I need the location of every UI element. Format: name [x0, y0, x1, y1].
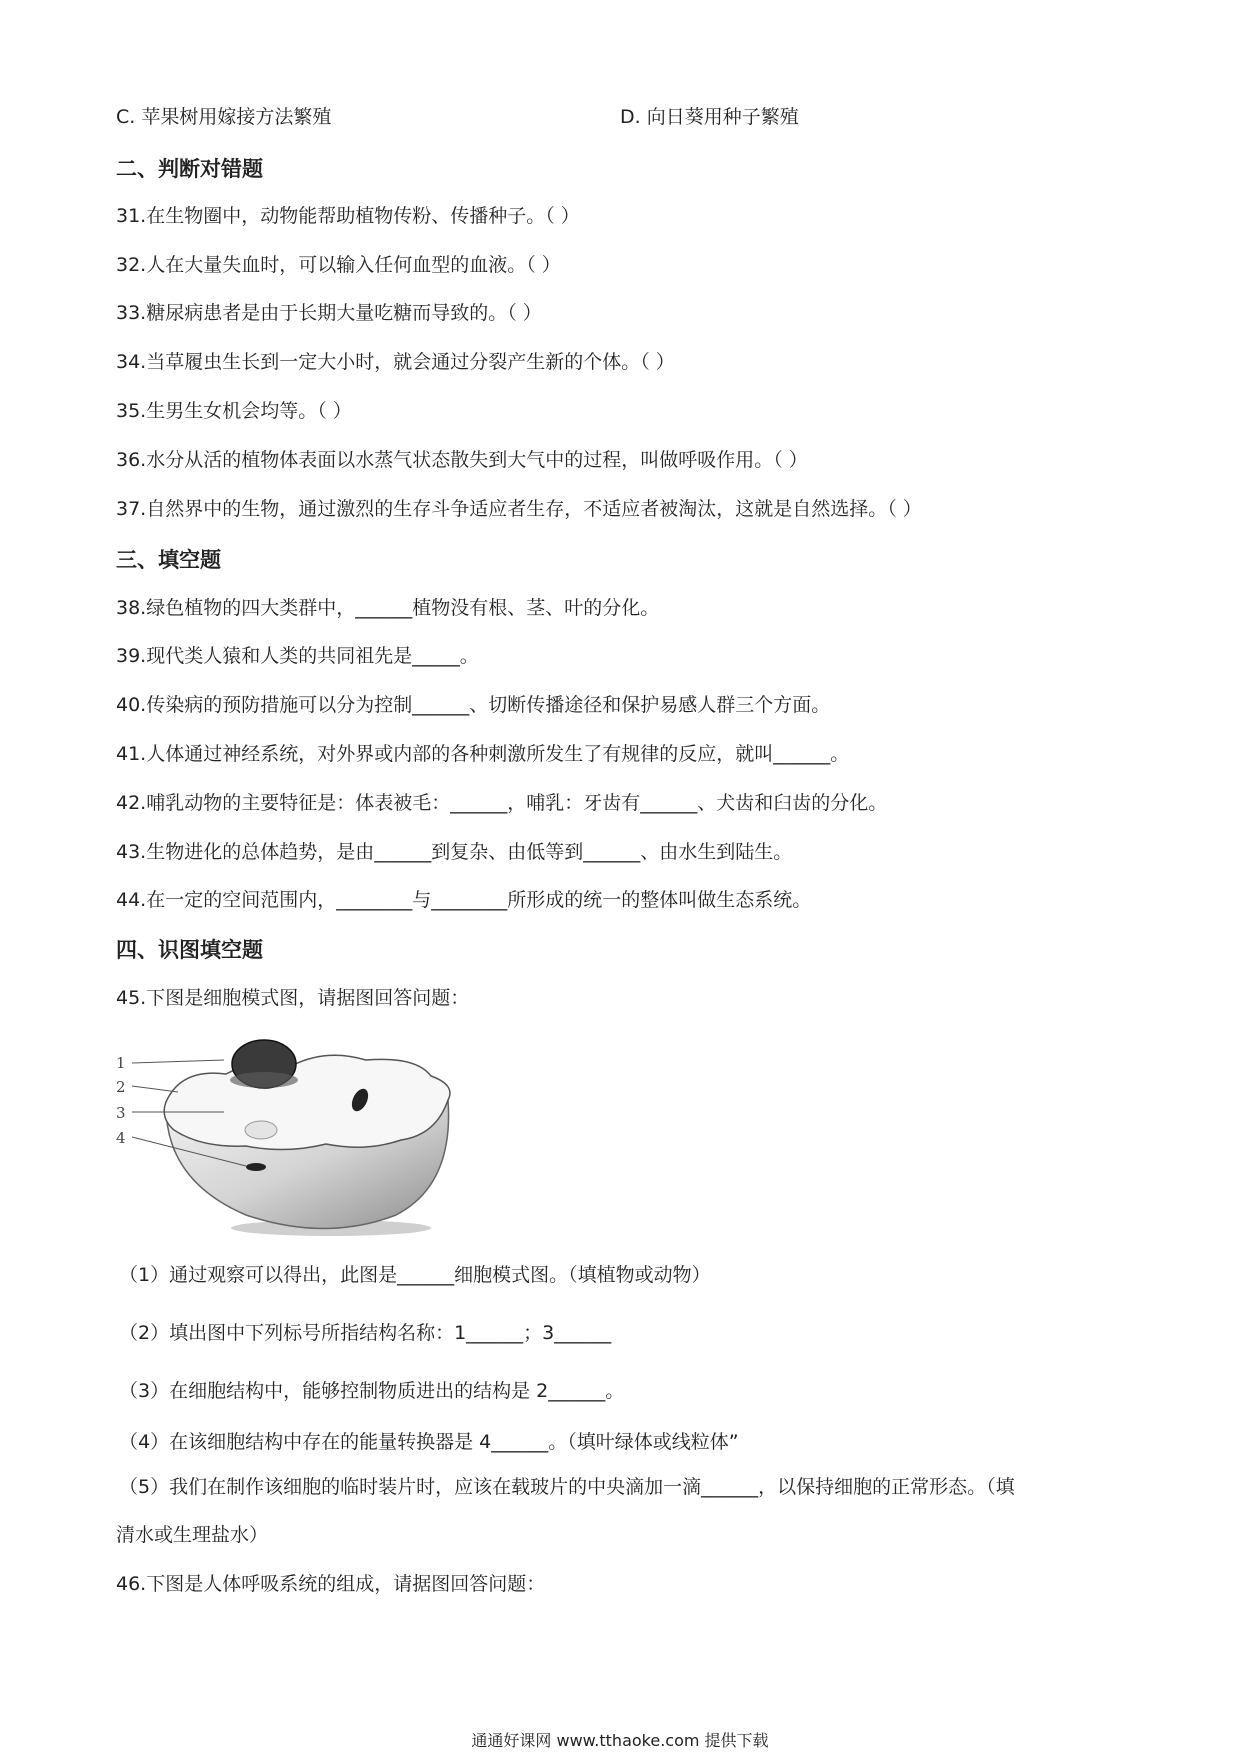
question-45-sub-5-cont: 清水或生理盐水）: [116, 1524, 269, 1546]
question-45-sub-3: （3）在细胞结构中，能够控制物质进出的结构是 2______。: [119, 1380, 625, 1402]
question-32: 32.人在大量失血时，可以输入任何血型的血液。（ ）: [116, 254, 561, 276]
mitochondrion-lower: [246, 1163, 266, 1171]
section-2-title: 二、判断对错题: [116, 157, 263, 181]
section-4-title: 四、识图填空题: [116, 938, 263, 962]
question-46: 46.下图是人体呼吸系统的组成，请据图回答问题：: [116, 1573, 546, 1595]
question-37: 37.自然界中的生物，通过激烈的生存斗争适应者生存，不适应者被淘汰，这就是自然选择。（ ）: [116, 498, 922, 520]
question-45-sub-2: （2）填出图中下列标号所指结构名称：1______；3______: [119, 1322, 612, 1344]
question-40: 40.传染病的预防措施可以分为控制______、切断传播途径和保护易感人群三个方面。: [116, 694, 831, 716]
question-44: 44.在一定的空间范围内，________与________所形成的统一的整体叫做生态系统。: [116, 889, 812, 911]
question-34: 34.当草履虫生长到一定大小时，就会通过分裂产生新的个体。（ ）: [116, 351, 675, 373]
section-3-title: 三、填空题: [116, 548, 221, 572]
question-38: 38.绿色植物的四大类群中，______植物没有根、茎、叶的分化。: [116, 597, 660, 619]
question-39: 39.现代类人猿和人类的共同祖先是_____。: [116, 645, 479, 667]
question-45-sub-1: （1）通过观察可以得出，此图是______细胞模式图。（填植物或动物）: [119, 1264, 711, 1286]
figure-label-2: 2: [116, 1078, 126, 1096]
question-35: 35.生男生女机会均等。（ ）: [116, 400, 352, 422]
question-42: 42.哺乳动物的主要特征是：体表被毛：______，哺乳：牙齿有______、犬齿和臼齿的分化。: [116, 792, 888, 814]
label-line-1: [132, 1060, 224, 1063]
cell-diagram-svg: [116, 1030, 456, 1240]
label-line-2: [132, 1086, 178, 1092]
page-footer: 通通好课网 www.tthaoke.com 提供下载: [471, 1731, 769, 1750]
question-45-sub-5: （5）我们在制作该细胞的临时装片时，应该在载玻片的中央滴加一滴______，以保持细胞的正常形态。（填: [119, 1476, 1015, 1498]
nucleus-shadow: [230, 1072, 298, 1088]
question-45: 45.下图是细胞模式图，请据图回答问题：: [116, 987, 470, 1009]
question-43: 43.生物进化的总体趋势，是由______到复杂、由低等到______、由水生到陆生。: [116, 841, 793, 863]
figure-label-3: 3: [116, 1104, 126, 1122]
option-d: D. 向日葵用种子繁殖: [620, 106, 799, 128]
cell-top-surface: [164, 1055, 450, 1149]
cell-diagram: [116, 1030, 456, 1240]
question-33: 33.糖尿病患者是由于长期大量吃糖而导致的。（ ）: [116, 302, 542, 324]
figure-label-1: 1: [116, 1054, 126, 1072]
option-c: C. 苹果树用嫁接方法繁殖: [116, 106, 332, 128]
cell-organelle-spot: [245, 1121, 277, 1139]
question-45-sub-4: （4）在该细胞结构中存在的能量转换器是 4______。（填叶绿体或线粒体”: [119, 1431, 739, 1453]
question-36: 36.水分从活的植物体表面以水蒸气状态散失到大气中的过程，叫做呼吸作用。（ ）: [116, 449, 808, 471]
figure-label-4: 4: [116, 1129, 126, 1147]
question-31: 31.在生物圈中，动物能帮助植物传粉、传播种子。（ ）: [116, 205, 580, 227]
question-41: 41.人体通过神经系统，对外界或内部的各种刺激所发生了有规律的反应，就叫______。: [116, 743, 850, 765]
